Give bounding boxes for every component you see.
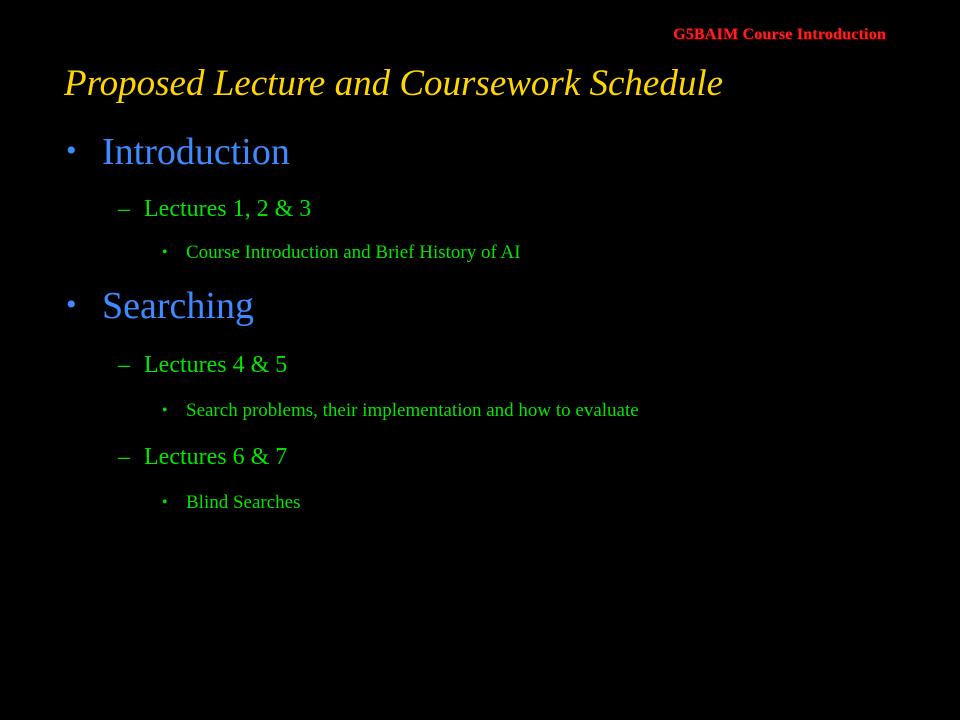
section-heading: Introduction (102, 131, 290, 173)
section-searching (66, 284, 254, 328)
lecture-detail: Blind Searches (186, 492, 301, 513)
list-item-detail (162, 242, 521, 264)
section-heading: Searching (102, 285, 254, 327)
bullet-icon: • (66, 134, 77, 167)
lecture-detail: Course Introduction and Brief History of AI (186, 242, 521, 263)
list-item (118, 352, 287, 379)
section-introduction (66, 130, 290, 174)
dash-icon: – (118, 352, 130, 378)
list-item (118, 444, 287, 471)
lecture-detail: Search problems, their implementation and how to evaluate (186, 400, 639, 421)
course-tag: G5BAIM Course Introduction (673, 26, 886, 43)
dash-icon: – (118, 196, 130, 222)
lecture-label: Lectures 1, 2 & 3 (144, 196, 312, 222)
lecture-label: Lectures 4 & 5 (144, 352, 288, 378)
bullet-icon: • (162, 494, 168, 511)
lecture-label: Lectures 6 & 7 (144, 444, 288, 470)
bullet-icon: • (66, 288, 77, 321)
dash-icon: – (118, 444, 130, 470)
bullet-icon: • (162, 244, 168, 261)
list-item-detail (162, 400, 639, 422)
bullet-icon: • (162, 402, 168, 419)
slide-title: Proposed Lecture and Coursework Schedule (64, 63, 724, 104)
list-item-detail (162, 492, 301, 514)
list-item (118, 196, 311, 223)
